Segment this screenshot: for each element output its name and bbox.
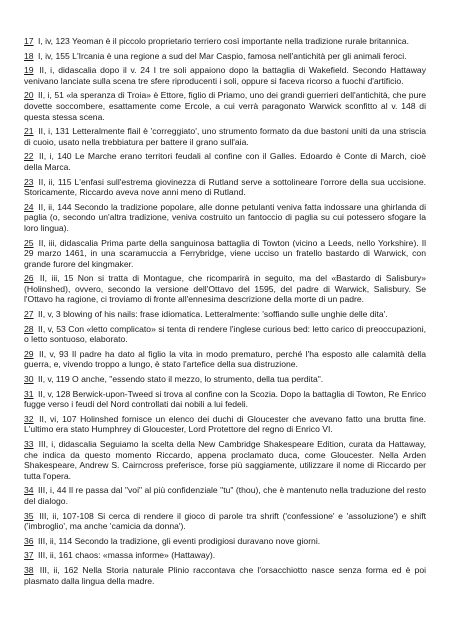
footnote-33 [24,439,426,481]
footnote-24 [24,202,426,234]
footnote-19 [24,65,426,86]
footnote-number[interactable]: 33 [24,439,34,449]
footnote-text: I, iv, 155 L'Ircania è una regione a sud del Mar Caspio, famosa nell'antichità per gli animali feroci. [37,50,407,61]
footnote-text: II, vi, 107 Holinshed fornisce un elenco dei duchi di Gloucester che avevano fatto una brutta fine. L'ultimo era stato Humphrey di Gloucester, Lord Protettore del regno di Enrico VI. [24,413,426,435]
footnote-text: III, i, 44 Il re passa dal "voi" al più confidenziale "tu" (thou), che è mantenuto nella traduzione del resto del dialogo. [24,485,427,506]
footnote-number[interactable]: 36 [24,535,34,546]
footnote-26 [24,273,426,305]
footnote-37 [24,550,426,561]
footnote-text: II, i, 51 «la speranza di Troia» è Ettore, figlio di Priamo, uno dei grandi guerrieri dell'antichità, che pure dovette soccombere, esattamente come Ercole, a cui verrà paragonato Warwick sconfitto al v. 148 di questa stessa scena. [24,90,426,122]
footnote-number[interactable]: 20 [24,90,34,101]
footnote-29 [24,349,426,370]
footnote-text: I, iv, 123 Yeoman è il piccolo proprietario terriero così importante nella tradizione rurale britannica. [37,36,409,46]
footnote-number[interactable]: 28 [24,323,34,334]
footnote-number[interactable]: 34 [24,485,34,496]
footnote-number[interactable]: 32 [24,413,34,424]
footnote-22 [24,151,426,172]
footnote-number[interactable]: 23 [24,176,34,187]
footnote-20 [24,90,426,122]
footnote-number[interactable]: 21 [24,126,34,137]
footnote-text: III, ii, 161 chaos: «massa informe» (Hattaway). [37,550,216,561]
footnote-number[interactable]: 38 [24,564,34,575]
footnote-number[interactable]: 26 [24,273,34,284]
footnote-text: II, v, 53 Con «letto complicato» si tenta di rendere l'inglese curious bed: letto carico di preoccupazioni, o letto sontuoso, elaborato. [24,323,426,345]
footnote-30 [24,374,426,385]
footnote-text: II, v, 93 Il padre ha dato al figlio la vita in modo prematuro, perché l'ha esposto alle calamità della guerra, e, vivendo troppo a lungo, è stato l'artefice della sua distruzione. [24,348,426,370]
footnote-17 [24,36,426,47]
footnote-number[interactable]: 25 [24,237,34,248]
footnote-text: II, i, 140 Le Marche erano territori feudali al confine con il Galles. Edoardo è Conte di March, cioè della Marca. [24,151,426,172]
footnote-text: II, i, 131 Letteralmente flail è 'correggiato', uno strumento formato da due bastoni uniti da una striscia di cuoio, usato nella trebbiatura per battere il grano sull'aia. [24,126,427,147]
footnote-31 [24,389,426,410]
footnote-number[interactable]: 30 [24,374,34,385]
footnote-number[interactable]: 17 [24,36,34,46]
footnote-text: III, i, didascalia Seguiamo la scelta della New Cambridge Shakespeare Edition, curata da Hattaway, che indica da questo momento Riccardo, appena proclamato duca, come Gloucester. Nella Arden Shakespeare, Andrew S. Cairncross preferisce, forse più saggiamente, utilizzare il nome di Riccardo per tutta l'opera. [24,439,426,481]
footnote-text: III, ii, 107-108 Si cerca di rendere il gioco di parole tra shrift ('confessione' e 'assoluzione') e shift ('imbroglio', ma anche 'camicia da donna'). [24,510,426,532]
footnote-number[interactable]: 27 [24,309,34,320]
footnote-text: II, iii, didascalia Prima parte della sanguinosa battaglia di Towton (vicino a Leeds, nello Yorkshire). Il 29 marzo 1461, in una scaramuccia a Ferrybridge, viene ucciso un fratello bastardo di Warwick, con grande furore del kingmaker. [24,237,426,269]
footnote-text: II, v, 128 Berwick-upon-Tweed si trova al confine con la Scozia. Dopo la battaglia di Towton, Re Enrico fugge verso i feudi del Nord controllati dai nobili a lui fedeli. [24,388,426,410]
footnote-28 [24,324,426,345]
footnote-number[interactable]: 22 [24,151,34,162]
footnote-text: II, ii, 115 L'enfasi sull'estrema giovinezza di Rutland serve a sottolineare l'orrore della sua uccisione. Storicamente, Riccardo aveva nove anni meno di Rutland. [24,176,426,198]
footnote-number[interactable]: 31 [24,388,34,399]
footnote-25 [24,238,426,270]
footnote-38 [24,565,426,586]
footnote-35 [24,511,426,532]
footnote-number[interactable]: 35 [24,510,34,521]
footnote-number[interactable]: 18 [24,50,34,61]
footnote-27 [24,309,426,320]
footnote-number[interactable]: 24 [24,201,34,212]
footnote-18 [24,51,426,62]
footnote-21 [24,126,426,147]
footnote-text: II, iii, 15 Non si tratta di Montague, che ricomparirà in seguito, ma del «Bastardo di Salisbury» (Holinshed), ovvero, secondo la versione dell'Ottavo del 1595, del padre di Warwick, Salisbury. Se l'Ottavo ha ragione, ci troviamo di fronte all'ennesima descrizione della morte di un padre. [24,273,426,305]
footnote-number[interactable]: 37 [24,550,34,561]
footnote-number[interactable]: 29 [24,348,34,359]
footnote-36 [24,536,426,547]
footnote-text: III, ii, 114 Secondo la tradizione, gli eventi prodigiosi duravano nove giorni. [37,535,321,546]
footnote-text: II, v, 119 O anche, "essendo stato il mezzo, lo strumento, della tua perdita". [37,374,324,385]
footnote-number[interactable]: 19 [24,65,34,76]
footnote-32 [24,414,426,435]
footnote-23 [24,177,426,198]
footnote-text: II, v, 3 blowing of his nails: frase idiomatica. Letteralmente: 'soffiando sulle unghie delle dita'. [37,309,388,320]
footnote-text: III, ii, 162 Nella Storia naturale Plinio raccontava che l'orsacchiotto nasce senza forma ed è poi plasmato dalla lingua della madre. [24,564,427,586]
footnote-text: II, ii, 144 Secondo la tradizione popolare, alle donne petulanti veniva fatta indossare una ghirlanda di paglia (o, secondo un'altra tradizione, veniva costruito un fantoccio di paglia su cui potessero sfogare la loro lingua). [24,201,426,233]
footnote-text: II, i, didascalia dopo il v. 24 I tre soli appaiono dopo la battaglia di Wakefield. Secondo Hattaway venivano lanciate sulla scena tre sfere riproducenti i soli, oppure si faceva ricorso a fuochi d'artificio. [24,65,426,86]
footnote-34 [24,485,426,506]
